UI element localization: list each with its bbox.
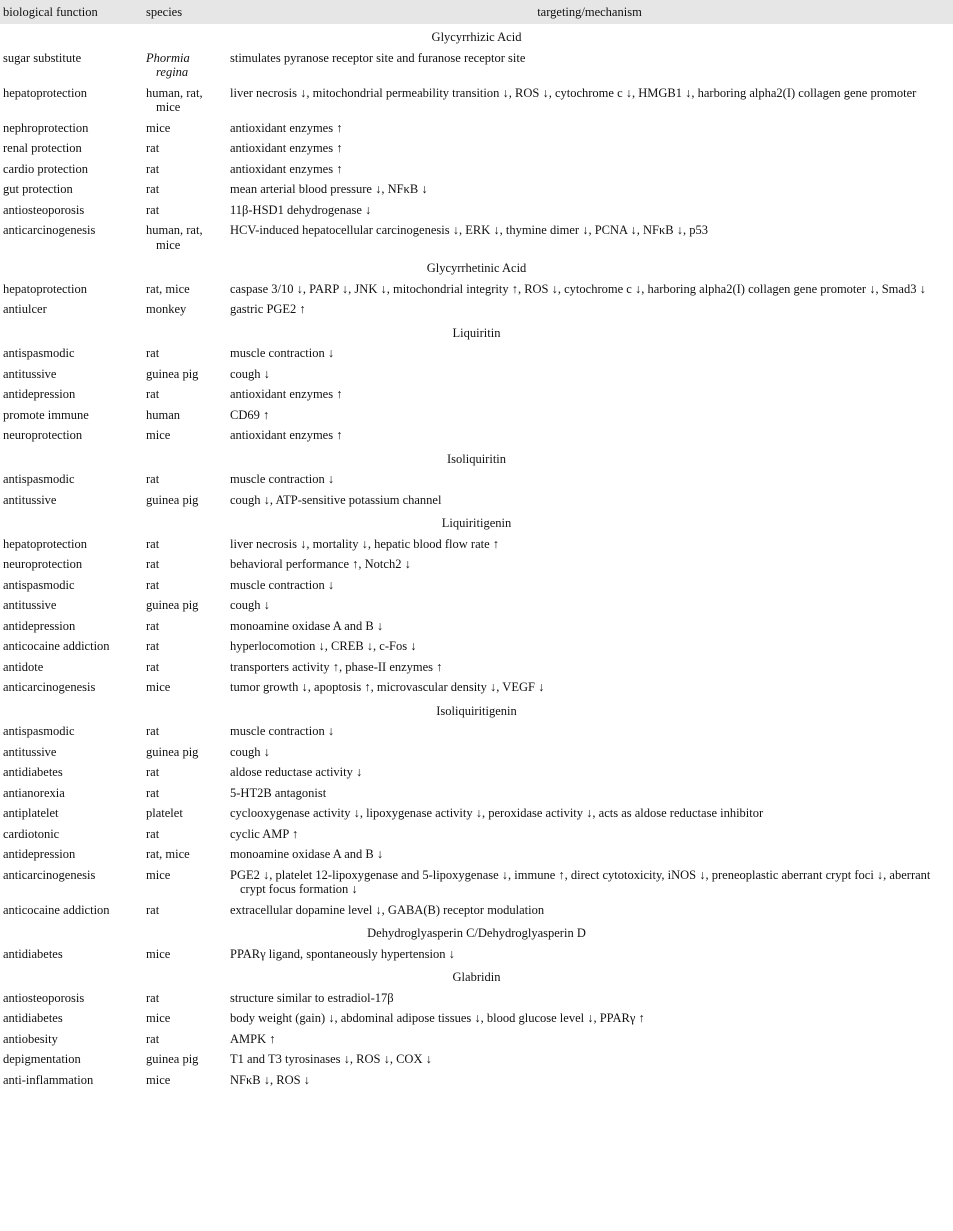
table-row [0, 490, 953, 511]
table-row [0, 677, 953, 698]
mechanism-cell: antioxidant enzymes ↑ [230, 387, 343, 401]
biological-function-cell: depigmentation [3, 1052, 81, 1066]
header-targeting-mechanism: targeting/mechanism [227, 0, 953, 24]
mechanism-cell: antioxidant enzymes ↑ [230, 428, 343, 442]
species-cell: mice [146, 1072, 171, 1087]
mechanism-cell: tumor growth ↓, apoptosis ↑, microvascular density ↓, VEGF ↓ [230, 680, 545, 694]
biological-function-cell: antidiabetes [3, 946, 63, 961]
table-row [0, 988, 953, 1009]
compound-name: Isoliquiritigenin [436, 703, 517, 718]
table-row [0, 299, 953, 320]
biological-function-cell: anticarcinogenesis [3, 680, 96, 694]
table-row [0, 405, 953, 426]
biological-function-cell: antidepression [3, 847, 76, 861]
species-cell: rat [146, 536, 160, 551]
species-cell: rat [146, 141, 160, 155]
species-cell: guinea pig [146, 744, 199, 759]
species-cell: human [146, 407, 181, 422]
biological-function-cell: anticarcinogenesis [3, 223, 96, 237]
mechanism-cell: cough ↓ [230, 366, 270, 381]
biological-function-cell: antitussive [3, 744, 57, 759]
biological-function-cell: antiobesity [3, 1031, 58, 1046]
compound-group-row [0, 964, 953, 988]
table-row [0, 595, 953, 616]
biological-function-cell: antiosteoporosis [3, 202, 85, 217]
mechanism-cell: cough ↓, ATP-sensitive potassium channel [230, 492, 442, 507]
compound-group-row [0, 698, 953, 722]
species-cell: rat [146, 785, 160, 800]
compound-group-row [0, 320, 953, 344]
biological-function-cell: antispasmodic [3, 724, 75, 738]
compound-name: Liquiritigenin [441, 516, 512, 530]
biological-function-cell: promote immune [3, 407, 89, 422]
species-cell: rat [146, 659, 160, 674]
table-row [0, 762, 953, 783]
table-row [0, 138, 953, 159]
biological-function-cell: antitussive [3, 492, 57, 507]
species-cell: guinea pig [146, 598, 199, 612]
biological-function-cell: antispasmodic [3, 472, 75, 486]
species-cell: rat [146, 472, 160, 486]
species-cell: mice [146, 120, 171, 135]
table-row [0, 200, 953, 221]
table-row [0, 1049, 953, 1070]
biological-function-cell: cardiotonic [3, 826, 60, 841]
table-row [0, 179, 953, 200]
mechanism-cell: HCV-induced hepatocellular carcinogenesis ↓, ERK ↓, thymine dimer ↓, PCNA ↓, NFκB ↓, p53 [230, 223, 708, 237]
biological-function-cell: antiplatelet [3, 806, 59, 820]
mechanism-cell: gastric PGE2 ↑ [230, 302, 306, 316]
species-cell: guinea pig [146, 1052, 199, 1066]
table-row [0, 554, 953, 575]
mechanism-cell: 5-HT2B antagonist [230, 785, 327, 800]
mechanism-cell: stimulates pyranose receptor site and furanose receptor site [230, 50, 526, 65]
compound-group-row [0, 24, 953, 48]
mechanism-cell: NFκB ↓, ROS ↓ [230, 1072, 310, 1087]
compound-name: Glycyrrhetinic Acid [426, 261, 527, 275]
mechanism-cell: mean arterial blood pressure ↓, NFκB ↓ [230, 182, 428, 196]
biological-function-cell: antidiabetes [3, 1011, 63, 1025]
mechanism-cell: muscle contraction ↓ [230, 577, 335, 592]
mechanism-cell: cyclic AMP ↑ [230, 826, 299, 841]
table-row [0, 1008, 953, 1029]
table-row [0, 425, 953, 446]
mechanism-cell: CD69 ↑ [230, 407, 270, 422]
compound-name: Glycyrrhizic Acid [431, 30, 522, 44]
header-biological-function: biological function [0, 0, 143, 24]
species-cell: rat [146, 1031, 160, 1046]
biological-function-cell: anti-inflammation [3, 1072, 94, 1087]
biological-function-cell: neuroprotection [3, 557, 83, 571]
table-row [0, 844, 953, 865]
mechanism-cell: cough ↓ [230, 598, 270, 612]
table-row [0, 616, 953, 637]
species-cell: rat [146, 990, 160, 1005]
table-row [0, 636, 953, 657]
species-cell: rat [146, 557, 160, 571]
table-row [0, 384, 953, 405]
species-cell: rat [146, 577, 160, 592]
species-cell: Phormia regina [146, 50, 190, 79]
mechanism-cell: muscle contraction ↓ [230, 346, 335, 360]
table-header [0, 0, 953, 24]
species-cell: platelet [146, 806, 183, 820]
species-cell: rat [146, 826, 160, 841]
compound-group-row [0, 446, 953, 470]
species-cell: mice [146, 1011, 171, 1025]
biological-function-cell: neuroprotection [3, 428, 83, 442]
species-cell: mice [146, 680, 171, 694]
mechanism-cell: cyclooxygenase activity ↓, lipoxygenase activity ↓, peroxidase activity ↓, acts as aldose reductase inhibitor [230, 806, 764, 820]
species-cell: guinea pig [146, 366, 199, 381]
table-row [0, 824, 953, 845]
species-cell: rat [146, 346, 160, 360]
biological-function-cell: antispasmodic [3, 577, 75, 592]
compound-name: Dehydroglyasperin C/Dehydroglyasperin D [367, 926, 586, 940]
compound-group-row [0, 920, 953, 944]
table-row [0, 48, 953, 83]
species-cell: rat [146, 618, 160, 633]
mechanism-cell: AMPK ↑ [230, 1031, 276, 1046]
compound-group-row [0, 255, 953, 279]
mechanism-cell: 11β-HSD1 dehydrogenase ↓ [230, 202, 372, 217]
mechanism-cell: liver necrosis ↓, mortality ↓, hepatic blood flow rate ↑ [230, 536, 500, 551]
biological-function-cell: antiulcer [3, 302, 47, 316]
species-cell: rat [146, 202, 160, 217]
biological-function-cell: anticocaine addiction [3, 902, 110, 917]
table-row [0, 900, 953, 921]
mechanism-cell: hyperlocomotion ↓, CREB ↓, c-Fos ↓ [230, 639, 417, 653]
mechanism-cell: monoamine oxidase A and B ↓ [230, 618, 384, 633]
biological-function-cell: anticarcinogenesis [3, 867, 96, 882]
species-cell: rat [146, 639, 160, 653]
mechanism-cell: antioxidant enzymes ↑ [230, 141, 343, 155]
species-cell: rat [146, 765, 160, 779]
species-cell: rat [146, 161, 160, 176]
table-row [0, 220, 953, 255]
table-row [0, 742, 953, 763]
species-cell: human, rat, mice [146, 85, 203, 114]
biological-function-cell: antispasmodic [3, 346, 75, 360]
biological-function-cell: antianorexia [3, 785, 65, 800]
mechanism-cell: cough ↓ [230, 744, 270, 759]
species-cell: mice [146, 428, 171, 442]
table-row [0, 1070, 953, 1091]
table-row [0, 83, 953, 118]
compound-name: Liquiritin [452, 325, 501, 340]
mechanism-cell: body weight (gain) ↓, abdominal adipose tissues ↓, blood glucose level ↓, PPARγ ↑ [230, 1011, 645, 1025]
mechanism-cell: muscle contraction ↓ [230, 472, 335, 486]
mechanism-cell: behavioral performance ↑, Notch2 ↓ [230, 557, 411, 571]
table-row [0, 944, 953, 965]
mechanism-cell: aldose reductase activity ↓ [230, 765, 363, 779]
biological-function-cell: antidepression [3, 618, 76, 633]
biological-function-cell: hepatoprotection [3, 85, 87, 100]
species-cell: mice [146, 946, 171, 961]
mechanism-cell: T1 and T3 tyrosinases ↓, ROS ↓, COX ↓ [230, 1052, 432, 1066]
mechanism-cell: PPARγ ligand, spontaneously hypertension ↓ [230, 946, 455, 961]
compound-name: Glabridin [452, 970, 501, 984]
table-row [0, 343, 953, 364]
species-cell: guinea pig [146, 492, 199, 507]
mechanism-cell: extracellular dopamine level ↓, GABA(B) receptor modulation [230, 902, 545, 917]
mechanism-cell: PGE2 ↓, platelet 12-lipoxygenase and 5-lipoxygenase ↓, immune ↑, direct cytotoxicity, iNOS ↓, preneoplastic aberrant crypt foci ↓, aberrant crypt focus formation ↓ [230, 867, 931, 896]
biological-function-cell: antitussive [3, 598, 57, 612]
species-cell: rat [146, 724, 160, 738]
species-cell: rat [146, 902, 160, 917]
species-cell: rat [146, 387, 160, 401]
biological-function-cell: sugar substitute [3, 50, 82, 65]
table-body [0, 24, 953, 1090]
biological-function-cell: antidote [3, 659, 44, 674]
table-row [0, 534, 953, 555]
table-row [0, 575, 953, 596]
table-row [0, 1029, 953, 1050]
species-cell: rat, mice [146, 847, 190, 861]
biological-function-cell: antidepression [3, 387, 76, 401]
biological-function-cell: hepatoprotection [3, 536, 87, 551]
biological-function-cell: gut protection [3, 182, 73, 196]
compound-name: Isoliquiritin [446, 451, 507, 466]
mechanism-cell: antioxidant enzymes ↑ [230, 161, 343, 176]
species-cell: human, rat, mice [146, 223, 203, 252]
table-row [0, 159, 953, 180]
species-cell: rat [146, 182, 160, 196]
biological-function-cell: nephroprotection [3, 120, 89, 135]
table-row [0, 469, 953, 490]
table-row [0, 279, 953, 300]
mechanism-cell: transporters activity ↑, phase-II enzymes ↑ [230, 659, 443, 674]
table-row [0, 783, 953, 804]
biological-function-cell: anticocaine addiction [3, 639, 110, 653]
biological-function-cell: antidiabetes [3, 765, 63, 779]
compound-group-row [0, 510, 953, 534]
table-row [0, 803, 953, 824]
species-cell: rat, mice [146, 281, 190, 296]
species-cell: mice [146, 867, 171, 882]
table-row [0, 721, 953, 742]
biological-function-cell: cardio protection [3, 161, 89, 176]
biological-function-cell: antiosteoporosis [3, 990, 85, 1005]
mechanism-cell: liver necrosis ↓, mitochondrial permeability transition ↓, ROS ↓, cytochrome c ↓, HMGB1 ↓, harboring alpha2(I) collagen gene promoter [230, 85, 917, 100]
mechanism-cell: structure similar to estradiol-17β [230, 990, 394, 1005]
mechanism-cell: muscle contraction ↓ [230, 724, 335, 738]
mechanism-cell: caspase 3/10 ↓, PARP ↓, JNK ↓, mitochondrial integrity ↑, ROS ↓, cytochrome c ↓, harboring alpha2(I) collagen gene promoter ↓, Smad3 ↓ [230, 281, 926, 296]
mechanism-cell: monoamine oxidase A and B ↓ [230, 847, 384, 861]
mechanism-cell: antioxidant enzymes ↑ [230, 120, 343, 135]
biological-function-cell: renal protection [3, 141, 82, 155]
biological-function-cell: hepatoprotection [3, 281, 87, 296]
biological-function-cell: antitussive [3, 366, 57, 381]
table-row [0, 118, 953, 139]
table-row [0, 657, 953, 678]
table-row [0, 364, 953, 385]
header-species: species [143, 0, 227, 24]
table-row [0, 865, 953, 900]
species-cell: monkey [146, 302, 187, 316]
